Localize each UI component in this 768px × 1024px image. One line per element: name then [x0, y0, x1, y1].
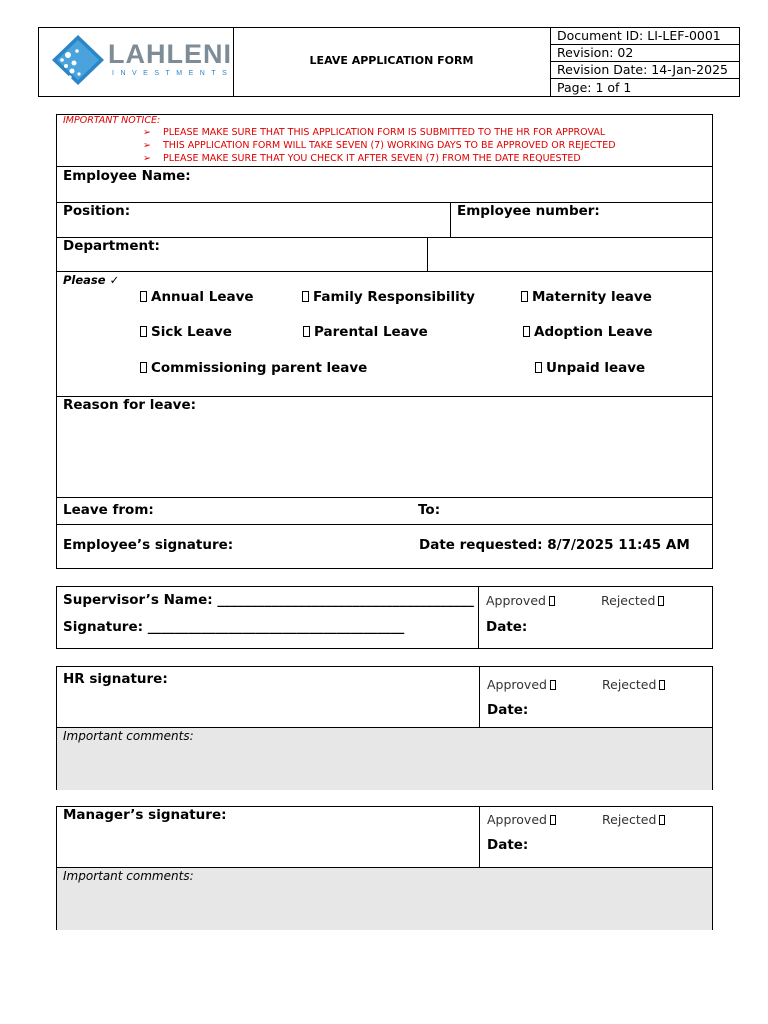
checkbox-icon[interactable]: [140, 362, 147, 373]
hr-signature-field[interactable]: HR signature:: [63, 671, 168, 687]
checkbox-icon[interactable]: [523, 326, 530, 337]
manager-signature-field[interactable]: Manager’s signature:: [63, 807, 227, 823]
col-line: [479, 806, 480, 867]
supervisor-signature-field[interactable]: Signature: ______________________________________: [63, 619, 405, 635]
col-line: [478, 586, 479, 649]
leave-option-adoption[interactable]: Adoption Leave: [523, 324, 653, 340]
notice-title: IMPORTANT NOTICE:: [63, 115, 161, 126]
leave-option-unpaid[interactable]: Unpaid leave: [535, 360, 645, 376]
leave-option-parental[interactable]: Parental Leave: [303, 324, 428, 340]
checkbox-icon[interactable]: [550, 815, 556, 825]
supervisor-name-field[interactable]: Supervisor’s Name: ______________________________________: [63, 592, 474, 608]
checkbox-icon[interactable]: [659, 680, 665, 690]
checkbox-icon[interactable]: [302, 291, 309, 302]
supervisor-approved-option[interactable]: Approved: [486, 593, 555, 608]
logo-subtitle: INVESTMENTS: [112, 70, 234, 77]
employee-signature-field[interactable]: Employee’s signature:: [63, 537, 234, 553]
col-line: [427, 237, 428, 272]
row-line: [56, 271, 713, 272]
date-requested: Date requested: 8/7/2025 11:45 AM: [419, 537, 690, 553]
col-line: [450, 202, 451, 238]
position-field[interactable]: Position:: [63, 203, 131, 219]
row-line: [56, 524, 713, 525]
manager-rejected-option[interactable]: Rejected: [602, 812, 665, 827]
supervisor-rejected-option[interactable]: Rejected: [601, 593, 664, 608]
leave-to-field[interactable]: To:: [418, 502, 441, 518]
checkbox-icon[interactable]: [140, 326, 147, 337]
row-line: [56, 166, 713, 167]
arrow-bullet-icon: ➢: [143, 127, 151, 138]
department-field[interactable]: Department:: [63, 238, 160, 254]
checkbox-icon[interactable]: [658, 596, 664, 606]
notice-item: ➢ PLEASE MAKE SURE THAT THIS APPLICATION FORM IS SUBMITTED TO THE HR FOR APPROVAL: [143, 127, 606, 138]
hr-approved-option[interactable]: Approved: [487, 677, 556, 692]
header-divider: [550, 27, 551, 97]
row-line: [56, 202, 713, 203]
checkbox-icon[interactable]: [659, 815, 665, 825]
hr-date-field[interactable]: Date:: [487, 702, 529, 718]
notice-item: ➢ PLEASE MAKE SURE THAT YOU CHECK IT AFTER SEVEN (7) FROM THE DATE REQUESTED: [143, 153, 581, 164]
leave-option-annual[interactable]: Annual Leave: [140, 289, 254, 305]
employee-name-field[interactable]: Employee Name:: [63, 168, 191, 184]
checkbox-icon[interactable]: [521, 291, 528, 302]
checkbox-icon[interactable]: [550, 680, 556, 690]
page-number: Page: 1 of 1: [557, 80, 632, 95]
leave-option-sick[interactable]: Sick Leave: [140, 324, 232, 340]
manager-approved-option[interactable]: Approved: [487, 812, 556, 827]
arrow-bullet-icon: ➢: [143, 153, 151, 164]
reason-for-leave-field[interactable]: Reason for leave:: [63, 397, 197, 413]
manager-comments-label: Important comments:: [63, 869, 194, 883]
revision-date: Revision Date: 14-Jan-2025: [557, 62, 728, 77]
manager-date-field[interactable]: Date:: [487, 837, 529, 853]
checkbox-icon[interactable]: [140, 291, 147, 302]
revision: Revision: 02: [557, 45, 634, 60]
checkbox-icon[interactable]: [303, 326, 310, 337]
notice-item: ➢ THIS APPLICATION FORM WILL TAKE SEVEN (7) WORKING DAYS TO BE APPROVED OR REJECTED: [143, 140, 616, 151]
supervisor-date-field[interactable]: Date:: [486, 619, 528, 635]
checkbox-icon[interactable]: [535, 362, 542, 373]
hr-rejected-option[interactable]: Rejected: [602, 677, 665, 692]
document-id: Document ID: LI-LEF-0001: [557, 28, 721, 43]
hr-comments-label: Important comments:: [63, 729, 194, 743]
employee-number-field[interactable]: Employee number:: [457, 203, 600, 219]
arrow-bullet-icon: ➢: [143, 140, 151, 151]
leave-from-field[interactable]: Leave from:: [63, 502, 154, 518]
please-tick-label: Please ✓: [63, 273, 120, 287]
leave-option-family-responsibility[interactable]: Family Responsibility: [302, 289, 475, 305]
leave-option-commissioning-parent[interactable]: Commissioning parent leave: [140, 360, 367, 376]
form-title: LEAVE APPLICATION FORM: [309, 54, 474, 67]
leave-option-maternity[interactable]: Maternity leave: [521, 289, 652, 305]
checkbox-icon[interactable]: [549, 596, 555, 606]
logo-wordmark: LAHLENI: [108, 39, 232, 69]
logo-diamond-icon: [48, 33, 108, 88]
header-row-line: [550, 78, 740, 79]
col-line: [479, 666, 480, 727]
row-line: [56, 497, 713, 498]
company-logo: [48, 33, 234, 88]
